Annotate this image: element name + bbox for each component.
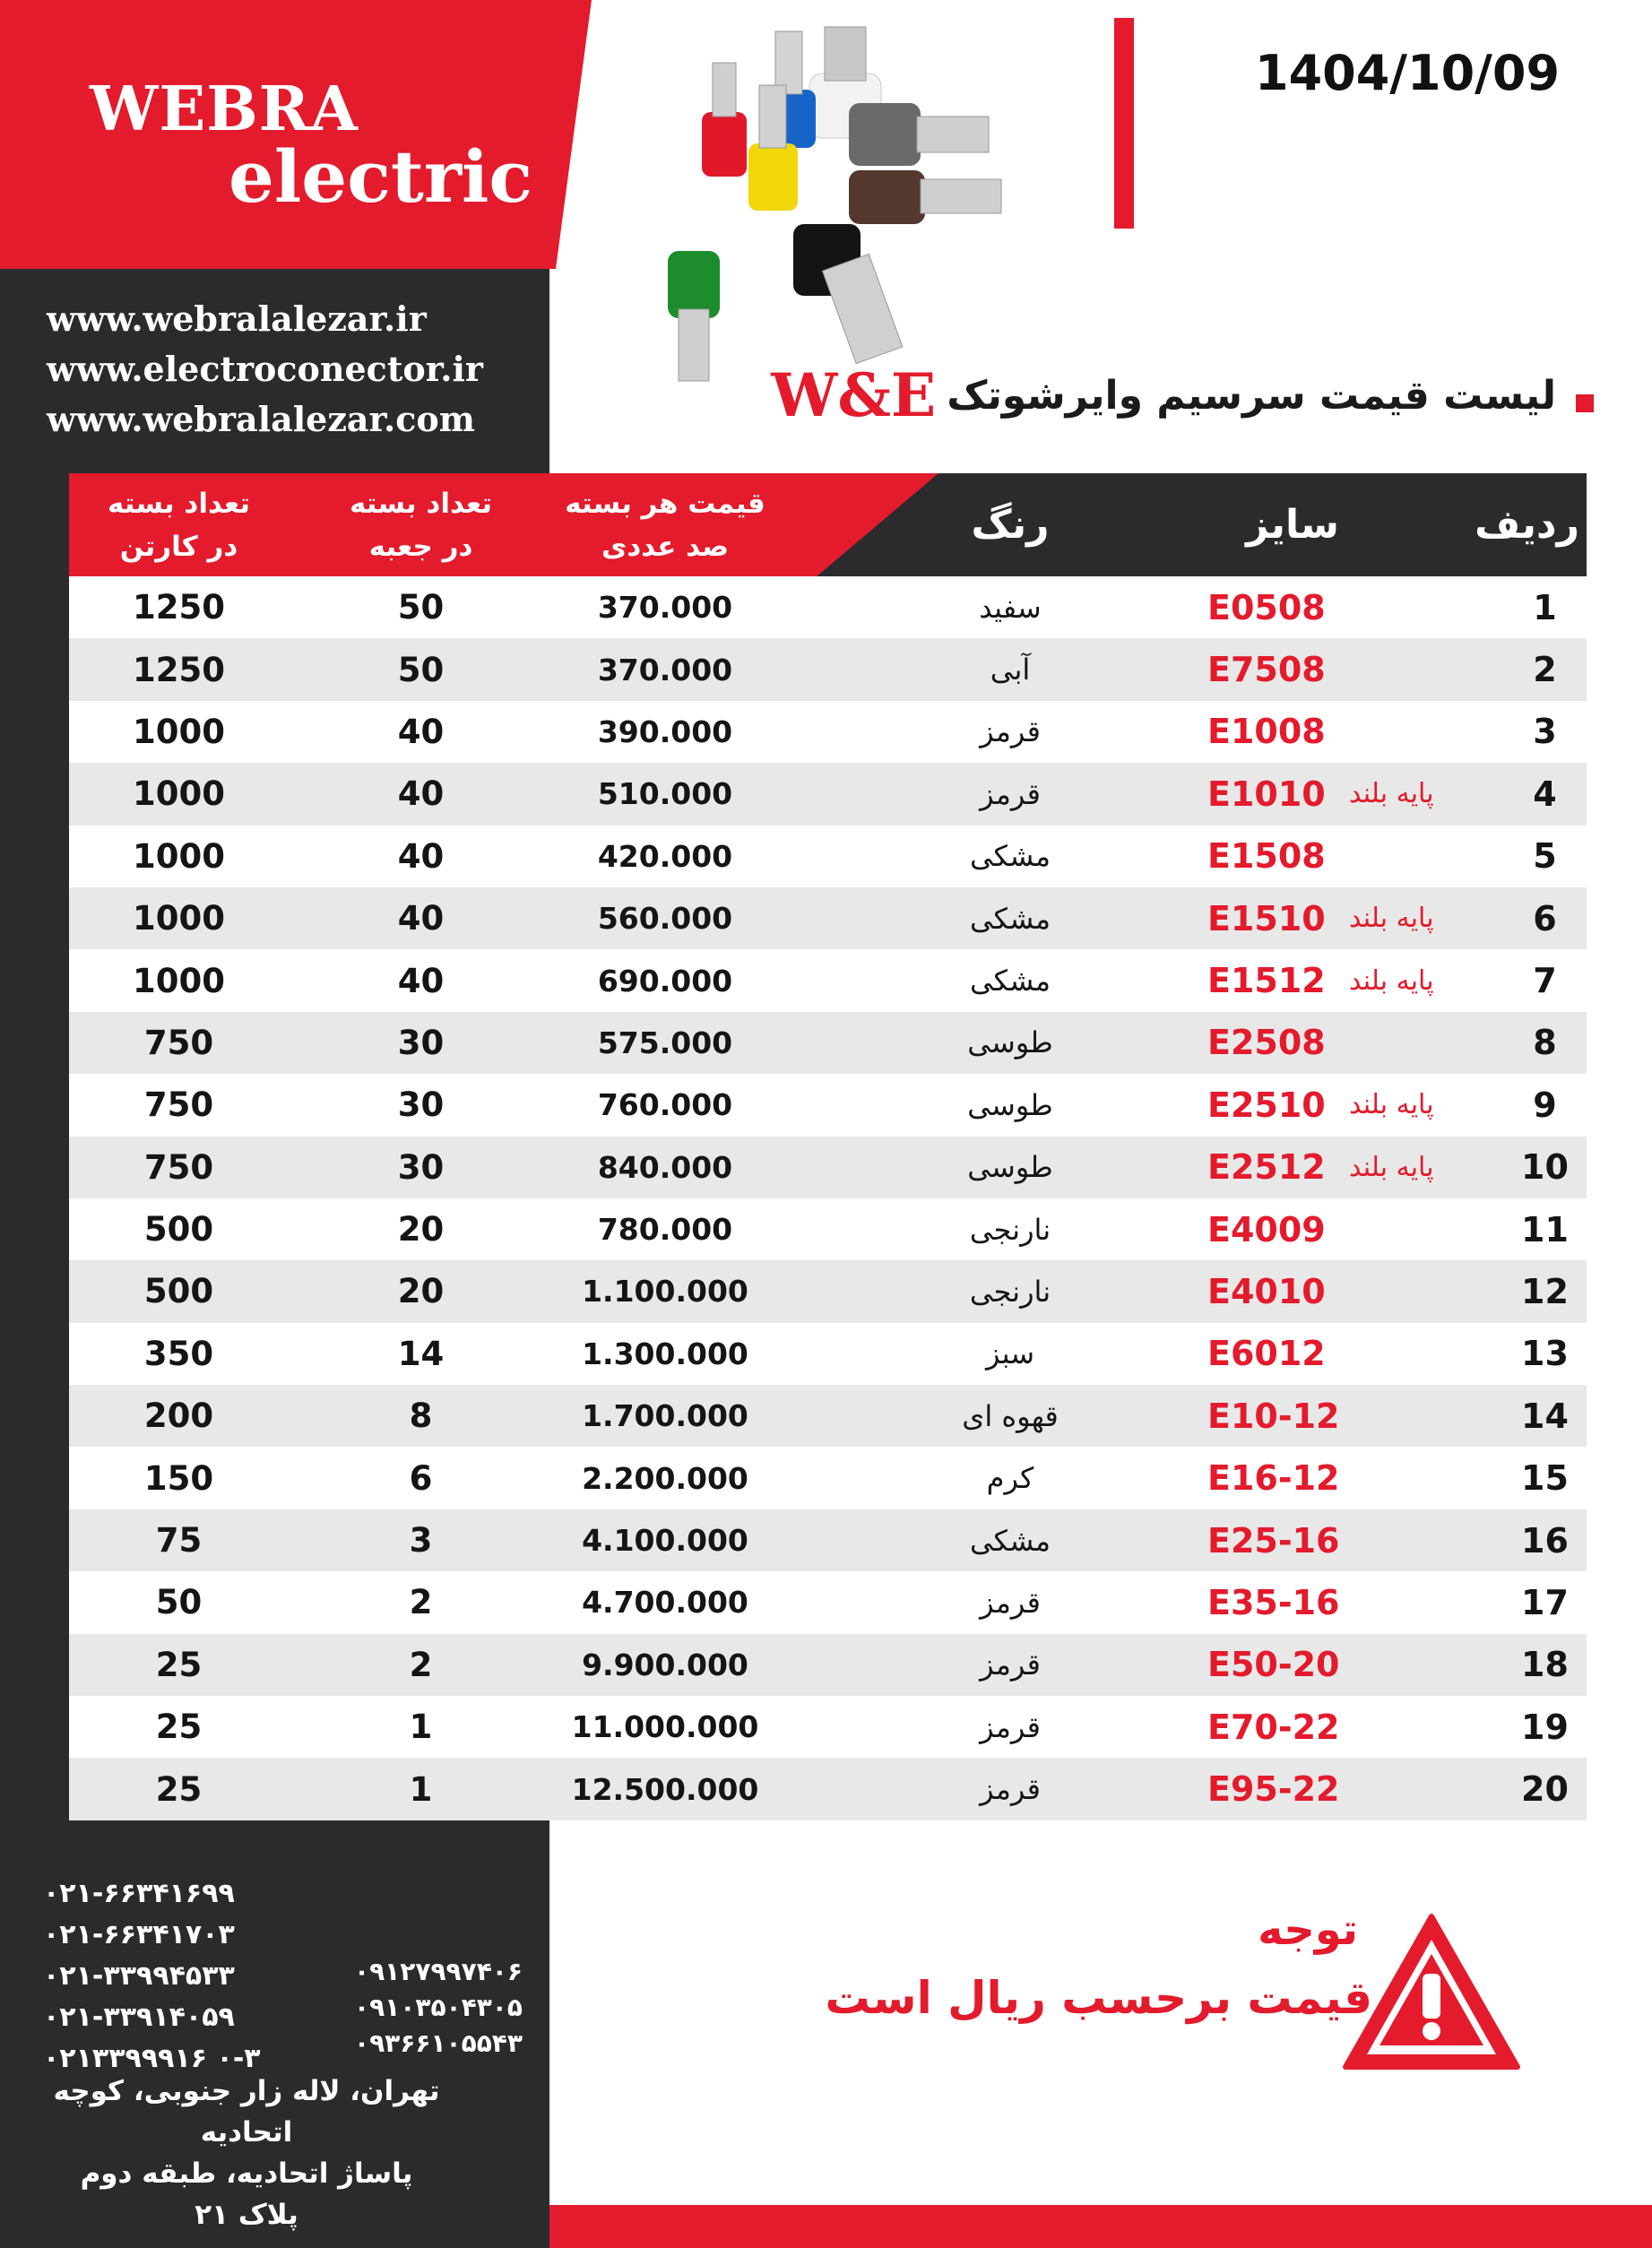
title-text: لیست قیمت سرسیم وایرشوتک xyxy=(947,372,1556,419)
cell-row-number: 17 xyxy=(1521,1582,1569,1622)
cell-row-number: 7 xyxy=(1533,961,1557,1001)
cell-row-number: 8 xyxy=(1533,1023,1557,1063)
table-row xyxy=(69,1385,1587,1447)
cell-price: 390.000 xyxy=(597,713,733,749)
wire-ferrules-photo xyxy=(596,18,1080,394)
table-row xyxy=(69,887,1587,949)
cell-note xyxy=(1349,1012,1528,1074)
cell-box-count: 50 xyxy=(397,588,445,627)
cell-row-number: 3 xyxy=(1533,712,1557,752)
table-row xyxy=(69,638,1587,700)
cell-row-number: 5 xyxy=(1533,836,1557,877)
cell-box-count: 30 xyxy=(397,1147,445,1187)
cell-row-number: 4 xyxy=(1533,774,1557,814)
cell-note xyxy=(1349,1385,1528,1447)
cell-row-number: 2 xyxy=(1533,650,1557,690)
cell-price: 420.000 xyxy=(597,838,733,874)
cell-size: E1010 xyxy=(1207,774,1326,814)
address-line: پلاک ۲۱ xyxy=(195,2199,298,2231)
title-brand: W&E xyxy=(771,360,937,430)
cell-note xyxy=(1349,1447,1528,1509)
table-row xyxy=(69,1571,1587,1633)
cell-row-number: 14 xyxy=(1521,1396,1569,1436)
table-row xyxy=(69,763,1587,825)
cell-row-number: 12 xyxy=(1521,1271,1569,1311)
cell-box-count: 2 xyxy=(409,1645,433,1684)
cell-carton-count: 1000 xyxy=(133,836,225,876)
cell-note xyxy=(1349,1696,1528,1758)
cell-row-number: 1 xyxy=(1533,587,1557,627)
cell-note: پایه بلند xyxy=(1349,778,1434,810)
header-price: قیمت هر بسته صد عددی xyxy=(565,487,765,563)
cell-carton-count: 150 xyxy=(143,1458,214,1498)
header-carton: تعداد بسته در کارتن xyxy=(108,487,251,563)
price-list-date: 1404/10/09 xyxy=(1255,45,1561,101)
table-row xyxy=(69,576,1587,638)
mobile-number[interactable]: ۰۹۱۰۳۵۰۴۳۰۵ xyxy=(354,1993,523,2022)
cell-box-count: 8 xyxy=(409,1396,433,1436)
cell-note xyxy=(1349,1634,1528,1696)
cell-box-count: 40 xyxy=(397,774,445,814)
table-row xyxy=(69,701,1587,763)
cell-size: E1508 xyxy=(1207,836,1326,877)
bottom-red-stripe xyxy=(549,2205,1652,2248)
address-line: پاساژ اتحادیه، طبقه دوم xyxy=(80,2157,413,2190)
cell-note xyxy=(1349,1323,1528,1385)
cell-row-number: 15 xyxy=(1521,1458,1569,1499)
website-link[interactable]: www.webralalezar.com xyxy=(47,399,475,439)
cell-carton-count: 1000 xyxy=(133,899,225,938)
header-color: رنگ xyxy=(971,502,1050,548)
notice-text: قیمت برحسب ریال است xyxy=(825,1972,1372,2024)
cell-size: E50-20 xyxy=(1207,1645,1340,1685)
cell-size: E2510 xyxy=(1207,1085,1326,1125)
table-row xyxy=(69,1447,1587,1509)
cell-note xyxy=(1349,1509,1528,1571)
cell-carton-count: 750 xyxy=(143,1147,214,1187)
table-row xyxy=(69,1198,1587,1260)
cell-color: مشکی xyxy=(969,964,1051,999)
cell-size: E25-16 xyxy=(1207,1520,1340,1561)
cell-color: نارنجی xyxy=(969,1212,1051,1247)
cell-price: 370.000 xyxy=(597,652,733,687)
cell-note xyxy=(1349,1260,1528,1322)
cell-box-count: 30 xyxy=(397,1023,445,1062)
address xyxy=(36,2071,457,2235)
cell-size: E0508 xyxy=(1207,587,1326,627)
mobile-number[interactable]: ۰۹۳۶۶۱۰۵۵۴۳ xyxy=(354,2028,523,2058)
header-box: تعداد بسته در جعبه xyxy=(350,487,493,563)
table-row xyxy=(69,1012,1587,1074)
cell-color: طوسی xyxy=(967,1087,1053,1122)
cell-row-number: 6 xyxy=(1533,898,1557,938)
cell-price: 370.000 xyxy=(597,590,733,626)
address-line: تهران، لاله زار جنوبی، کوچه اتحادیه xyxy=(53,2075,440,2149)
cell-color: مشکی xyxy=(969,901,1051,936)
cell-carton-count: 500 xyxy=(143,1272,214,1311)
cell-color: قرمز xyxy=(980,1772,1041,1807)
cell-price: 2.200.000 xyxy=(582,1460,748,1496)
cell-price: 12.500.000 xyxy=(571,1771,759,1807)
cell-box-count: 40 xyxy=(397,712,445,751)
red-square-bullet-icon xyxy=(1576,394,1594,412)
cell-note xyxy=(1349,1198,1528,1260)
cell-carton-count: 750 xyxy=(143,1023,214,1062)
cell-size: E4010 xyxy=(1207,1271,1326,1311)
cell-box-count: 50 xyxy=(397,650,445,689)
cell-note xyxy=(1349,701,1528,763)
cell-note xyxy=(1349,576,1528,638)
cell-row-number: 19 xyxy=(1521,1707,1569,1747)
phone-number[interactable]: ۰۲۱-۶۶۳۴۱۷۰۳ xyxy=(43,1919,235,1950)
cell-carton-count: 25 xyxy=(155,1645,203,1684)
cell-carton-count: 1000 xyxy=(133,712,225,751)
cell-price: 760.000 xyxy=(597,1087,733,1123)
mobile-list xyxy=(354,1954,523,2062)
cell-color: قرمز xyxy=(980,714,1041,749)
cell-price: 780.000 xyxy=(597,1212,733,1248)
cell-size: E6012 xyxy=(1207,1334,1326,1374)
cell-box-count: 40 xyxy=(397,899,445,938)
cell-row-number: 13 xyxy=(1521,1334,1569,1374)
phone-number[interactable]: ۰۲۱-۶۶۳۴۱۶۹۹ xyxy=(43,1878,235,1909)
cell-note: پایه بلند xyxy=(1349,903,1434,935)
cell-box-count: 2 xyxy=(409,1583,433,1622)
cell-size: E2508 xyxy=(1207,1023,1326,1063)
cell-note xyxy=(1349,638,1528,700)
cell-box-count: 1 xyxy=(409,1708,433,1747)
cell-size: E1510 xyxy=(1207,898,1326,938)
cell-color: طوسی xyxy=(967,1025,1053,1060)
header-size: سایز xyxy=(1246,502,1339,548)
cell-color: سفید xyxy=(979,590,1042,625)
cell-color: قرمز xyxy=(980,1647,1041,1682)
mobile-number[interactable]: ۰۹۱۲۷۹۹۷۴۰۶ xyxy=(354,1957,523,1986)
table-row xyxy=(69,1323,1587,1385)
cell-carton-count: 50 xyxy=(155,1583,203,1622)
cell-box-count: 6 xyxy=(409,1458,433,1498)
cell-price: 690.000 xyxy=(597,963,733,999)
cell-size: E1008 xyxy=(1207,712,1326,752)
cell-price: 510.000 xyxy=(597,776,733,812)
cell-box-count: 30 xyxy=(397,1085,445,1125)
cell-price: 1.300.000 xyxy=(582,1336,748,1371)
website-link[interactable]: www.webralalezar.ir xyxy=(47,298,427,339)
cell-color: قهوه ای xyxy=(962,1398,1059,1433)
cell-size: E70-22 xyxy=(1207,1707,1340,1747)
table-row xyxy=(69,949,1587,1011)
cell-note: پایه بلند xyxy=(1349,964,1434,997)
cell-color: قرمز xyxy=(980,1709,1041,1744)
cell-row-number: 9 xyxy=(1533,1085,1557,1125)
cell-color: کرم xyxy=(986,1461,1034,1496)
cell-size: E10-12 xyxy=(1207,1396,1340,1436)
header-red-divider xyxy=(1114,18,1134,229)
cell-box-count: 40 xyxy=(397,961,445,1000)
cell-box-count: 20 xyxy=(397,1210,445,1249)
cell-carton-count: 25 xyxy=(155,1708,203,1747)
table-body xyxy=(69,576,1587,1820)
cell-carton-count: 200 xyxy=(143,1396,214,1436)
logo-text-electric: electric xyxy=(229,134,533,219)
cell-carton-count: 1250 xyxy=(133,650,225,689)
table-row xyxy=(69,1634,1587,1696)
website-list xyxy=(47,294,483,445)
notice-title: توجه xyxy=(1258,1905,1358,1955)
cell-box-count: 1 xyxy=(409,1769,433,1809)
table-row xyxy=(69,1758,1587,1820)
cell-color: طوسی xyxy=(967,1150,1053,1185)
cell-price: 1.100.000 xyxy=(582,1274,748,1310)
cell-size: E1512 xyxy=(1207,961,1326,1001)
cell-row-number: 20 xyxy=(1521,1769,1569,1810)
cell-note xyxy=(1349,1571,1528,1633)
table-row xyxy=(69,826,1587,887)
cell-note: پایه بلند xyxy=(1349,1151,1434,1183)
cell-carton-count: 500 xyxy=(143,1210,214,1249)
logo-text-webra: WEBRA xyxy=(90,73,359,145)
table-row xyxy=(69,1260,1587,1322)
cell-color: سبز xyxy=(985,1336,1035,1371)
cell-size: E35-16 xyxy=(1207,1582,1340,1622)
cell-price: 11.000.000 xyxy=(571,1709,759,1745)
cell-color: قرمز xyxy=(980,1585,1041,1620)
phone-number[interactable]: ۰۲۱۳۳۹۹۹۱۶ ۰-۳ xyxy=(43,2043,261,2074)
cell-color: آبی xyxy=(990,653,1031,687)
cell-price: 560.000 xyxy=(597,901,733,937)
cell-note xyxy=(1349,826,1528,887)
cell-size: E95-22 xyxy=(1207,1769,1340,1810)
cell-size: E7508 xyxy=(1207,650,1326,690)
cell-color: مشکی xyxy=(969,1523,1051,1558)
cell-box-count: 20 xyxy=(397,1272,445,1311)
cell-size: E2512 xyxy=(1207,1147,1326,1188)
table-row xyxy=(69,1696,1587,1758)
cell-box-count: 3 xyxy=(409,1521,433,1561)
phone-list xyxy=(43,1873,261,2079)
cell-price: 4.700.000 xyxy=(582,1585,748,1621)
cell-color: قرمز xyxy=(980,776,1041,811)
cell-price: 840.000 xyxy=(597,1149,733,1185)
table-row xyxy=(69,1074,1587,1136)
table-header xyxy=(69,473,1587,576)
page-title xyxy=(771,360,1594,430)
cell-price: 9.900.000 xyxy=(582,1647,748,1682)
cell-price: 4.100.000 xyxy=(582,1523,748,1559)
cell-box-count: 14 xyxy=(397,1334,445,1373)
cell-row-number: 18 xyxy=(1521,1645,1569,1685)
cell-carton-count: 1250 xyxy=(133,588,225,627)
price-table xyxy=(69,473,1587,1820)
table-row xyxy=(69,1137,1587,1198)
cell-carton-count: 25 xyxy=(155,1769,203,1809)
cell-color: مشکی xyxy=(969,839,1051,874)
cell-row-number: 11 xyxy=(1521,1209,1569,1249)
cell-color: نارنجی xyxy=(969,1274,1051,1309)
cell-carton-count: 350 xyxy=(143,1334,214,1373)
cell-carton-count: 1000 xyxy=(133,961,225,1000)
cell-row-number: 10 xyxy=(1521,1147,1569,1188)
cell-size: E4009 xyxy=(1207,1209,1326,1249)
cell-carton-count: 75 xyxy=(155,1521,203,1561)
phone-number[interactable]: ۰۲۱-۳۳۹۱۴۰۵۹ xyxy=(43,2002,235,2033)
website-link[interactable]: www.electroconector.ir xyxy=(47,349,483,389)
cell-box-count: 40 xyxy=(397,836,445,876)
phone-number[interactable]: ۰۲۱-۳۳۹۹۴۵۳۳ xyxy=(43,1960,235,1992)
cell-carton-count: 1000 xyxy=(133,774,225,814)
cell-note xyxy=(1349,1758,1528,1820)
cell-price: 1.700.000 xyxy=(582,1398,748,1434)
cell-note: پایه بلند xyxy=(1349,1089,1434,1121)
cell-price: 575.000 xyxy=(597,1025,733,1060)
cell-carton-count: 750 xyxy=(143,1085,214,1125)
table-row xyxy=(69,1509,1587,1571)
cell-row-number: 16 xyxy=(1521,1520,1569,1561)
cell-size: E16-12 xyxy=(1207,1458,1340,1499)
logo-block xyxy=(0,0,556,269)
header-row-number: ردیف xyxy=(1475,502,1579,548)
